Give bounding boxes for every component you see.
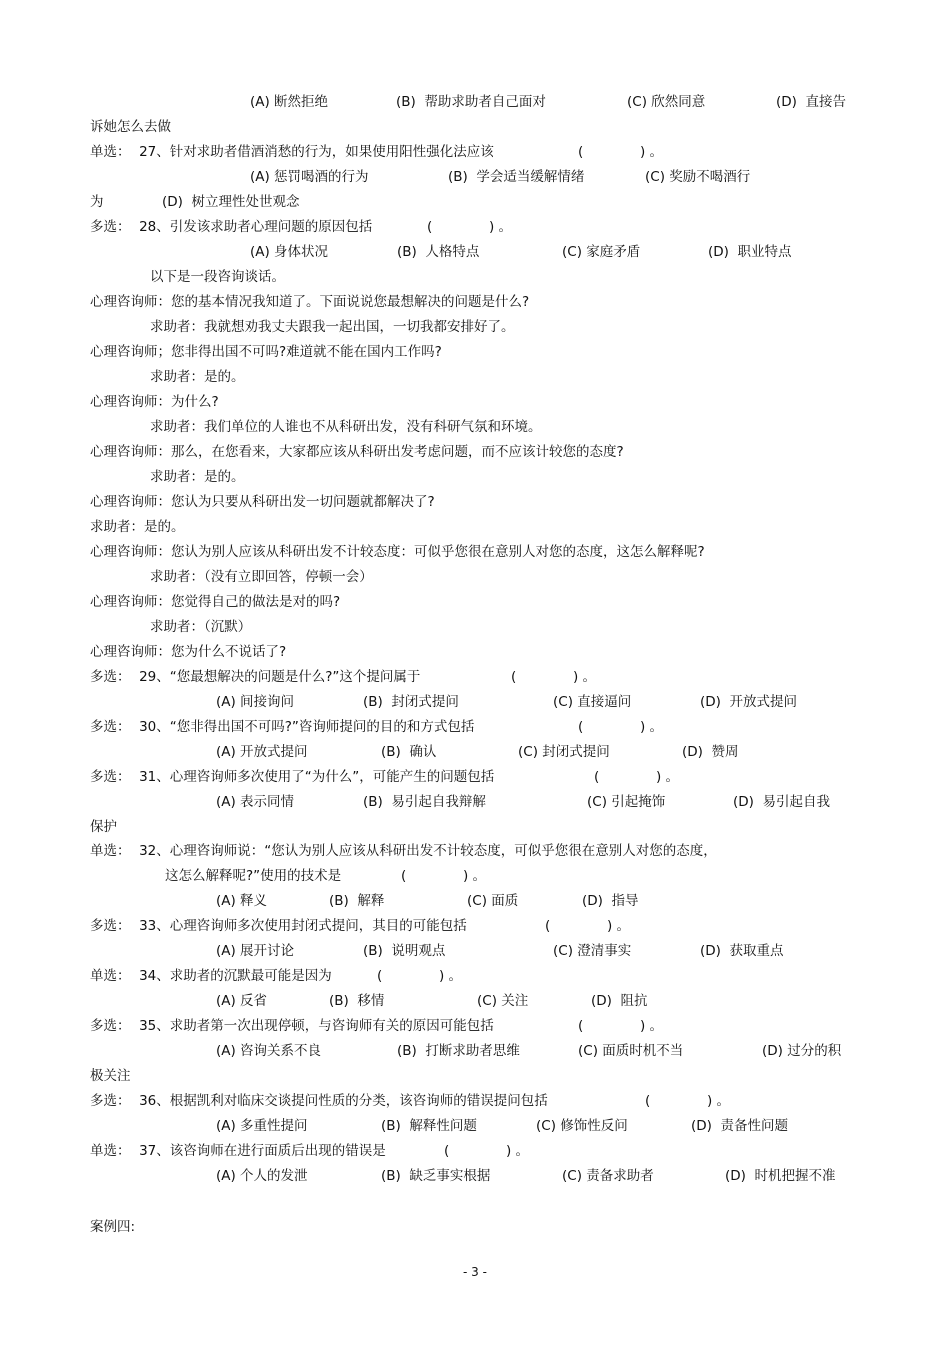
text-line: ) 。 [489, 219, 513, 235]
text-line: 心理咨询师：您的基本情况我知道了。下面说说您最想解决的问题是什么? [90, 294, 530, 310]
text-line: 案例四: [90, 1219, 136, 1235]
text-line: 求助者：是的。 [150, 469, 245, 485]
text-line: (C) 封闭式提问 [518, 744, 610, 760]
text-line: (C) 奖励不喝酒行 [645, 169, 751, 185]
text-line: ( [401, 868, 407, 884]
text-line: ( [377, 968, 383, 984]
text-line: 保护 [90, 819, 117, 835]
text-line: 极关注 [90, 1068, 131, 1084]
text-line: (C) 家庭矛盾 [562, 244, 641, 260]
text-line: (D) 赞周 [682, 744, 739, 760]
text-line: ( [545, 918, 551, 934]
text-line: ( [578, 144, 584, 160]
text-line: 单选： 37、该咨询师在进行面质后出现的错误是 [90, 1143, 386, 1159]
text-line: 心理咨询师：为什么? [90, 394, 219, 410]
text-line: 单选： 34、求助者的沉默最可能是因为 [90, 968, 332, 984]
text-line: (A) 咨询关系不良 [216, 1043, 322, 1059]
text-line: 单选： 32、心理咨询师说：“您认为别人应该从科研出发不计较态度，可似乎您很在意别人对您的态度， [90, 843, 717, 859]
text-line: 这怎么解释呢?”使用的技术是 [165, 868, 342, 884]
text-line: ) 。 [640, 719, 664, 735]
text-line: (A) 多重性提问 [216, 1118, 308, 1134]
text-line: ) 。 [656, 769, 680, 785]
text-line: 以下是一段咨询谈话。 [150, 269, 285, 285]
text-line: ) 。 [439, 968, 463, 984]
text-line: ) 。 [640, 144, 664, 160]
text-line: 求助者：我就想劝我丈夫跟我一起出国，一切我都安排好了。 [150, 319, 515, 335]
text-line: 诉她怎么去做 [90, 119, 171, 135]
text-line: 多选： 36、根据凯利对临床交谈提问性质的分类，该咨询师的错误提问包括 [90, 1093, 548, 1109]
text-line: (D) 易引起自我 [733, 794, 831, 810]
text-line: ) 。 [707, 1093, 731, 1109]
text-line: (A) 断然拒绝 [250, 94, 329, 110]
text-line: 求助者：是的。 [90, 519, 185, 535]
text-line: (B) 封闭式提问 [363, 694, 459, 710]
text-line: (C) 欣然同意 [627, 94, 706, 110]
text-line: ( [427, 219, 433, 235]
text-line: (C) 面质 [467, 893, 519, 909]
text-line: (C) 修饰性反问 [536, 1118, 628, 1134]
text-line: (B) 解释性问题 [381, 1118, 477, 1134]
text-line: (D) 责备性问题 [691, 1118, 789, 1134]
text-line: (D) 阻抗 [591, 993, 648, 1009]
text-line: 多选： 30、“您非得出国不可吗?”咨询师提问的目的和方式包括 [90, 719, 475, 735]
text-line: ) 。 [463, 868, 487, 884]
text-line: ) 。 [506, 1143, 530, 1159]
text-line: (A) 身体状况 [250, 244, 329, 260]
text-line: 求助者：（没有立即回答，停顿一会） [150, 569, 373, 585]
text-line: (B) 人格特点 [397, 244, 480, 260]
text-line: ( [578, 1018, 584, 1034]
text-line: (D) 树立理性处世观念 [162, 194, 300, 210]
text-line: 单选： 27、针对求助者借酒消愁的行为，如果使用阳性强化法应该 [90, 144, 494, 160]
text-line: 多选： 29、“您最想解决的问题是什么?”这个提问属于 [90, 669, 421, 685]
text-line: 为 [90, 194, 104, 210]
text-line: (B) 缺乏事实根据 [381, 1168, 491, 1184]
text-line: ) 。 [607, 918, 631, 934]
text-line: (A) 反省 [216, 993, 268, 1009]
text-line: 心理咨询师：您认为别人应该从科研出发不计较态度：可似乎您很在意别人对您的态度，这怎么解释呢? [90, 544, 705, 560]
text-line: (B) 说明观点 [363, 943, 446, 959]
text-line: ( [578, 719, 584, 735]
text-line: 多选： 33、心理咨询师多次使用封闭式提问，其目的可能包括 [90, 918, 467, 934]
text-line: (B) 易引起自我辩解 [363, 794, 486, 810]
text-line: (B) 确认 [381, 744, 437, 760]
text-line: (B) 打断求助者思维 [397, 1043, 520, 1059]
text-line: (C) 澄清事实 [553, 943, 632, 959]
text-line: (D) 时机把握不准 [725, 1168, 836, 1184]
text-line: (D) 直接告 [776, 94, 847, 110]
text-line: 多选： 35、求助者第一次出现停顿，与咨询师有关的原因可能包括 [90, 1018, 494, 1034]
text-line: (C) 关注 [477, 993, 529, 1009]
text-line: 求助者：是的。 [150, 369, 245, 385]
text-line: (C) 责备求助者 [562, 1168, 654, 1184]
text-line: (A) 个人的发泄 [216, 1168, 308, 1184]
text-line: (D) 开放式提问 [700, 694, 798, 710]
text-line: (B) 学会适当缓解情绪 [448, 169, 585, 185]
text-line: ( [594, 769, 600, 785]
text-line: ) 。 [573, 669, 597, 685]
text-line: 心理咨询师；您非得出国不可吗?难道就不能在国内工作吗? [90, 344, 442, 360]
text-line: (A) 惩罚喝酒的行为 [250, 169, 369, 185]
text-line: (B) 帮助求助者自己面对 [396, 94, 546, 110]
text-line: (A) 释义 [216, 893, 268, 909]
page-number: - 3 - [463, 1265, 487, 1279]
text-line: (A) 间接询问 [216, 694, 295, 710]
text-line: ) 。 [640, 1018, 664, 1034]
text-line: (A) 开放式提问 [216, 744, 308, 760]
text-line: 多选： 31、心理咨询师多次使用了“为什么”，可能产生的问题包括 [90, 769, 495, 785]
text-line: 心理咨询师：那么，在您看来，大家都应该从科研出发考虑问题，而不应该计较您的态度? [90, 444, 624, 460]
text-line: (C) 引起掩饰 [587, 794, 666, 810]
text-line: 心理咨询师：您觉得自己的做法是对的吗? [90, 594, 341, 610]
text-line: ( [444, 1143, 450, 1159]
text-line: (D) 过分的积 [762, 1043, 842, 1059]
text-line: ( [511, 669, 517, 685]
text-line: (A) 表示同情 [216, 794, 295, 810]
text-line: (A) 展开讨论 [216, 943, 295, 959]
text-line: 多选： 28、引发该求助者心理问题的原因包括 [90, 219, 373, 235]
text-line: (B) 解释 [329, 893, 385, 909]
text-line: 心理咨询师：您为什么不说话了? [90, 644, 287, 660]
text-line: ( [645, 1093, 651, 1109]
text-line: (B) 移情 [329, 993, 385, 1009]
text-line: (D) 职业特点 [708, 244, 792, 260]
text-line: 心理咨询师：您认为只要从科研出发一切问题就都解决了? [90, 494, 435, 510]
text-line: (C) 直接逼问 [553, 694, 632, 710]
text-line: (D) 获取重点 [700, 943, 784, 959]
text-line: 求助者：（沉默） [150, 619, 252, 635]
text-line: (D) 指导 [582, 893, 639, 909]
text-line: 求助者：我们单位的人谁也不从科研出发，没有科研气氛和环境。 [150, 419, 542, 435]
text-line: (C) 面质时机不当 [578, 1043, 684, 1059]
